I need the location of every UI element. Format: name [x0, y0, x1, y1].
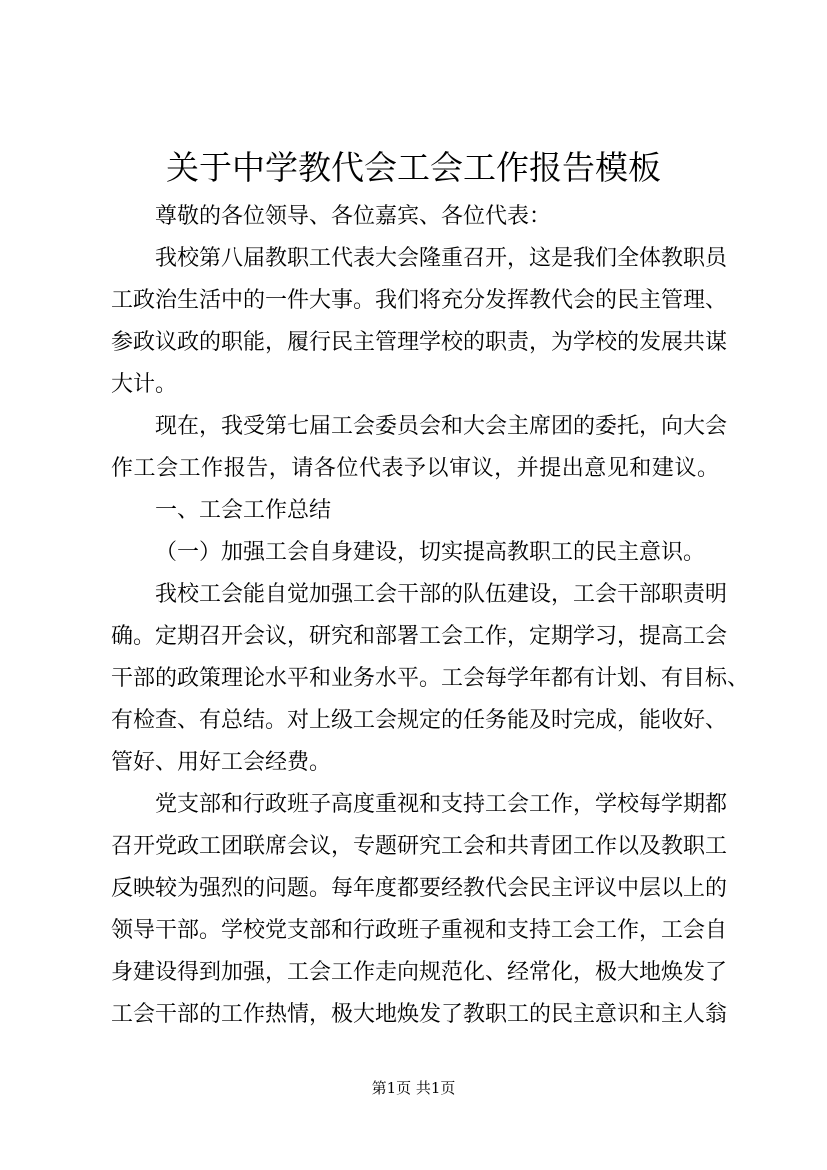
body-line: 我校工会能自觉加强工会干部的队伍建设，工会干部职责明: [155, 582, 728, 607]
body-line: 工会干部的工作热情，极大地焕发了教职工的民主意识和主人翁: [111, 1002, 728, 1027]
body-line: 工政治生活中的一件大事。我们将充分发挥教代会的民主管理、: [111, 288, 728, 313]
subsection-heading: （一）加强工会自身建设，切实提高教职工的民主意识。: [155, 540, 706, 565]
body-line: 身建设得到加强，工会工作走向规范化、经常化，极大地焕发了: [111, 960, 728, 985]
document-title: 关于中学教代会工会工作报告模板: [166, 148, 661, 187]
body-line: 有检查、有总结。对上级工会规定的任务能及时完成，能收好、: [111, 708, 728, 733]
body-line: 大计。: [111, 372, 178, 397]
section-heading: 一、工会工作总结: [155, 498, 332, 523]
body-line: 召开党政工团联席会议，专题研究工会和共青团工作以及教职工: [111, 834, 728, 859]
body-line: 我校第八届教职工代表大会隆重召开，这是我们全体教职员: [155, 246, 728, 271]
body-line: 现在，我受第七届工会委员会和大会主席团的委托，向大会: [155, 414, 728, 439]
page-footer: 第1页 共1页: [371, 1079, 456, 1097]
body-line: 反映较为强烈的问题。每年度都要经教代会民主评议中层以上的: [111, 876, 728, 901]
body-line: 干部的政策理论水平和业务水平。工会每学年都有计划、有目标、: [111, 666, 750, 691]
body-line: 确。定期召开会议，研究和部署工会工作，定期学习，提高工会: [111, 624, 728, 649]
body-line: 尊敬的各位领导、各位嘉宾、各位代表：: [155, 204, 552, 229]
body-line: 作工会工作报告，请各位代表予以审议，并提出意见和建议。: [111, 456, 719, 481]
body-line: 管好、用好工会经费。: [111, 750, 332, 775]
document-body: [111, 196, 750, 1036]
body-line: 参政议政的职能，履行民主管理学校的职责，为学校的发展共谋: [111, 330, 728, 355]
body-line: 领导干部。学校党支部和行政班子重视和支持工会工作，工会自: [111, 918, 728, 943]
body-line: 党支部和行政班子高度重视和支持工会工作，学校每学期都: [155, 792, 728, 817]
